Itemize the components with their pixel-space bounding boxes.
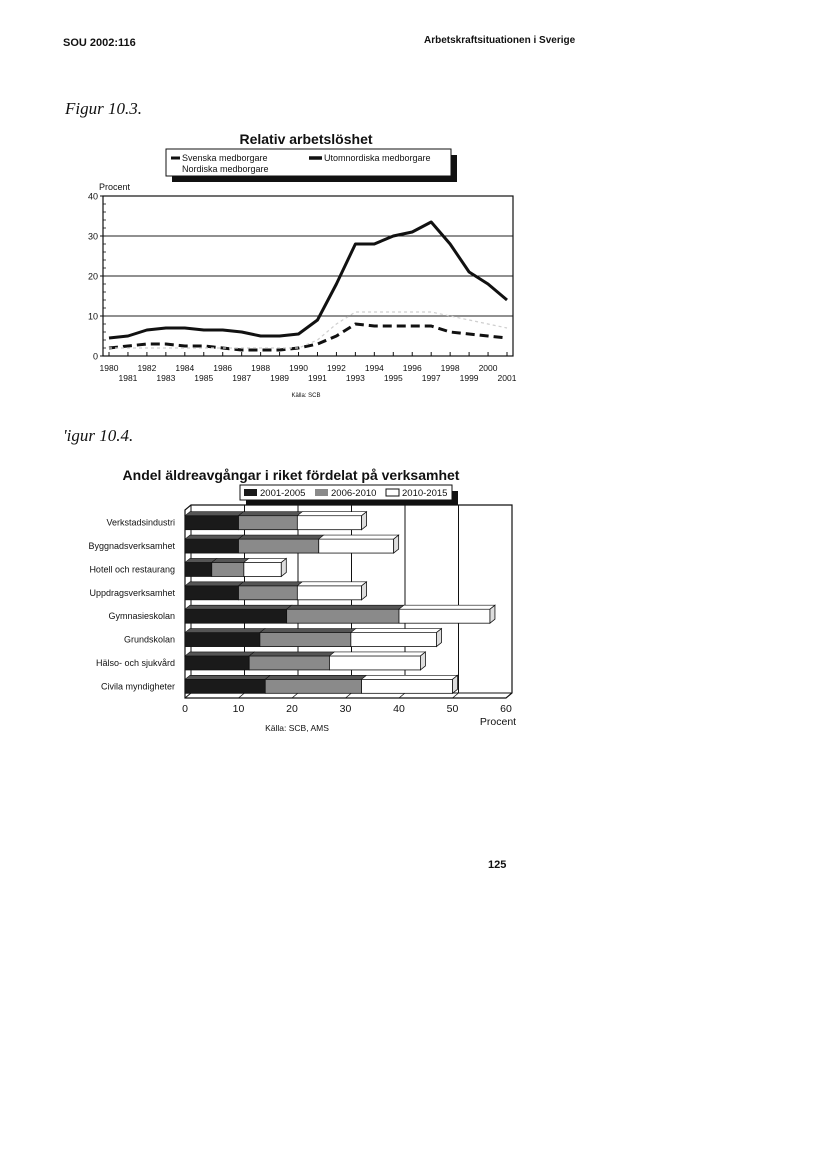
line-chart-title: Relativ arbetslöshet <box>239 131 373 147</box>
bar-segment-2001-2005-top <box>185 605 292 609</box>
bar-segment-2006-2010 <box>287 609 399 623</box>
bar-segment-2006-2010-top <box>287 605 404 609</box>
bar-segment-2001-2005 <box>185 609 287 623</box>
x-tick-label: 1985 <box>194 373 214 383</box>
x-tick-label: 20 <box>286 703 298 715</box>
bar-chart <box>0 440 832 750</box>
figure-10-3-label: Figur 10.3. <box>65 99 142 118</box>
legend-swatch-2010-2015 <box>386 489 399 496</box>
x-tick-label: 1998 <box>440 363 460 373</box>
bar-segment-2001-2005 <box>185 516 239 530</box>
bar-segment-2001-2005 <box>185 586 239 600</box>
bar-segment-2006-2010-top <box>260 629 356 633</box>
x-tick-label: 2001 <box>497 373 517 383</box>
legend-label-utomnordiska: Utomnordiska medborgare <box>324 153 431 163</box>
bar-segment-2010-2015-top <box>297 512 366 516</box>
category-label: Byggnadsverksamhet <box>88 541 175 552</box>
bar-chart-source: Källa: SCB, AMS <box>265 723 329 733</box>
bar-segment-2010-2015 <box>351 633 437 647</box>
x-tick-label: 60 <box>500 703 512 715</box>
x-tick-label: 1990 <box>289 363 308 373</box>
x-tick-label: 1981 <box>118 373 138 383</box>
bar-segment-2010-2015-top <box>351 629 442 633</box>
y-tick-label: 40 <box>87 191 98 202</box>
bar-segment-2010-2015-top <box>399 605 495 609</box>
bar-chart-xlabel: Procent <box>479 716 517 728</box>
x-tick-label: 50 <box>446 703 459 715</box>
x-tick-label: 1992 <box>326 363 346 373</box>
bar-segment-2001-2005 <box>185 562 212 576</box>
header-left: SOU 2002:116 <box>63 37 136 49</box>
bar-segment-2006-2010-top <box>249 652 334 656</box>
x-tick-label: 1986 <box>213 363 233 373</box>
bar-segment-2010-2015-top <box>297 582 366 586</box>
x-tick-label: 1987 <box>232 373 252 383</box>
bar-segment-2001-2005-top <box>185 558 217 562</box>
bar-segment-2001-2005 <box>185 679 265 693</box>
y-tick-label: 20 <box>87 271 98 282</box>
x-tick-label: 40 <box>393 703 405 715</box>
bar-segment-2006-2010 <box>239 586 298 600</box>
x-tick-label: 1988 <box>251 363 271 373</box>
series-line-utomnordiska <box>109 222 507 338</box>
bar-segment-2010-2015 <box>297 586 361 600</box>
y-tick-label: 0 <box>92 351 98 362</box>
series-line-nordiska <box>109 312 507 348</box>
x-tick-label: 1995 <box>383 373 403 383</box>
x-tick-label: 1983 <box>156 373 176 383</box>
x-tick-label: 1980 <box>99 363 119 373</box>
x-tick-label: 1999 <box>459 373 479 383</box>
bar-segment-2001-2005 <box>185 633 260 647</box>
line-chart-ylabel: Procent <box>99 182 131 192</box>
bar-segment-2006-2010-top <box>239 512 303 516</box>
bar-segment-2006-2010 <box>249 656 329 670</box>
category-label: Grundskolan <box>123 634 175 645</box>
category-label: Verkstadsindustri <box>106 517 175 528</box>
figure-10-4-label: 'igur 10.4. <box>63 426 134 445</box>
page-number: 125 <box>488 859 507 871</box>
bar-segment-2010-2015 <box>244 562 281 576</box>
bar-segment-2006-2010-top <box>239 582 303 586</box>
bar-segment-2006-2010 <box>239 539 319 553</box>
legend-label-2001-2005: 2001-2005 <box>260 488 306 499</box>
bar-segment-2010-2015 <box>297 516 361 530</box>
line-chart-source: Källa: SCB <box>291 393 321 399</box>
bar-segment-2006-2010-top <box>212 558 249 562</box>
x-tick-label: 30 <box>339 703 352 715</box>
bar-segment-2006-2010-top <box>239 535 324 539</box>
legend-label-2010-2015: 2010-2015 <box>402 488 448 499</box>
bar-segment-2010-2015-top <box>362 675 458 679</box>
category-label: Civila myndigheter <box>100 681 175 692</box>
x-tick-label: 1996 <box>402 363 422 373</box>
category-label: Gymnasieskolan <box>108 611 175 622</box>
category-label: Hälso- och sjukvård <box>95 657 175 668</box>
x-tick-label: 2000 <box>478 363 498 373</box>
x-tick-label: 1989 <box>270 373 290 383</box>
legend-label-svenska: Svenska medborgare <box>182 153 268 163</box>
y-tick-label: 30 <box>87 231 98 242</box>
bar-segment-2001-2005-top <box>185 512 244 516</box>
x-tick-label: 10 <box>232 703 245 715</box>
legend-swatch-2006-2010 <box>315 489 328 496</box>
x-tick-label: 1984 <box>175 363 195 373</box>
bar-chart-title: Andel äldreavgångar i riket fördelat på verksamhet <box>122 467 460 483</box>
x-tick-label: 0 <box>182 703 188 715</box>
bar-segment-2001-2005-top <box>185 652 254 656</box>
x-tick-label: 1991 <box>308 373 327 383</box>
bar-segment-2006-2010-top <box>265 675 366 679</box>
bar-segment-2001-2005 <box>185 539 239 553</box>
line-chart <box>0 0 832 420</box>
line-chart-legend <box>166 149 457 182</box>
bar-segment-2006-2010 <box>212 562 244 576</box>
bar-segment-2001-2005-top <box>185 582 244 586</box>
bar-segment-2010-2015-top <box>319 535 399 539</box>
x-tick-label: 1993 <box>345 373 365 383</box>
bar-segment-2010-2015 <box>329 656 420 670</box>
bar-segment-2010-2015-top <box>244 558 286 562</box>
legend-label-2006-2010: 2006-2010 <box>331 488 377 499</box>
bar-segment-2006-2010 <box>239 516 298 530</box>
bar-segment-2010-2015-top <box>329 652 425 656</box>
bar-segment-2006-2010 <box>260 633 351 647</box>
bar-segment-2001-2005-top <box>185 629 265 633</box>
bar-segment-2010-2015 <box>319 539 394 553</box>
y-tick-label: 10 <box>87 311 98 322</box>
bar-segment-2010-2015 <box>399 609 490 623</box>
category-label: Uppdragsverksamhet <box>89 587 175 598</box>
bar-chart-legend <box>240 485 458 506</box>
bar-segment-2001-2005-top <box>185 535 244 539</box>
bar-segment-2001-2005 <box>185 656 249 670</box>
bar-segment-2001-2005-top <box>185 675 270 679</box>
x-tick-label: 1982 <box>137 363 157 373</box>
bar-segment-2006-2010 <box>265 679 361 693</box>
bar-segment-2010-2015 <box>362 679 453 693</box>
x-tick-label: 1994 <box>364 363 384 373</box>
x-tick-label: 1997 <box>421 373 441 383</box>
legend-label-nordiska: Nordiska medborgare <box>182 164 269 174</box>
header-right: Arbetskraftsituationen i Sverige <box>424 35 576 46</box>
category-label: Hotell och restaurang <box>89 564 175 575</box>
legend-swatch-2001-2005 <box>244 489 257 496</box>
